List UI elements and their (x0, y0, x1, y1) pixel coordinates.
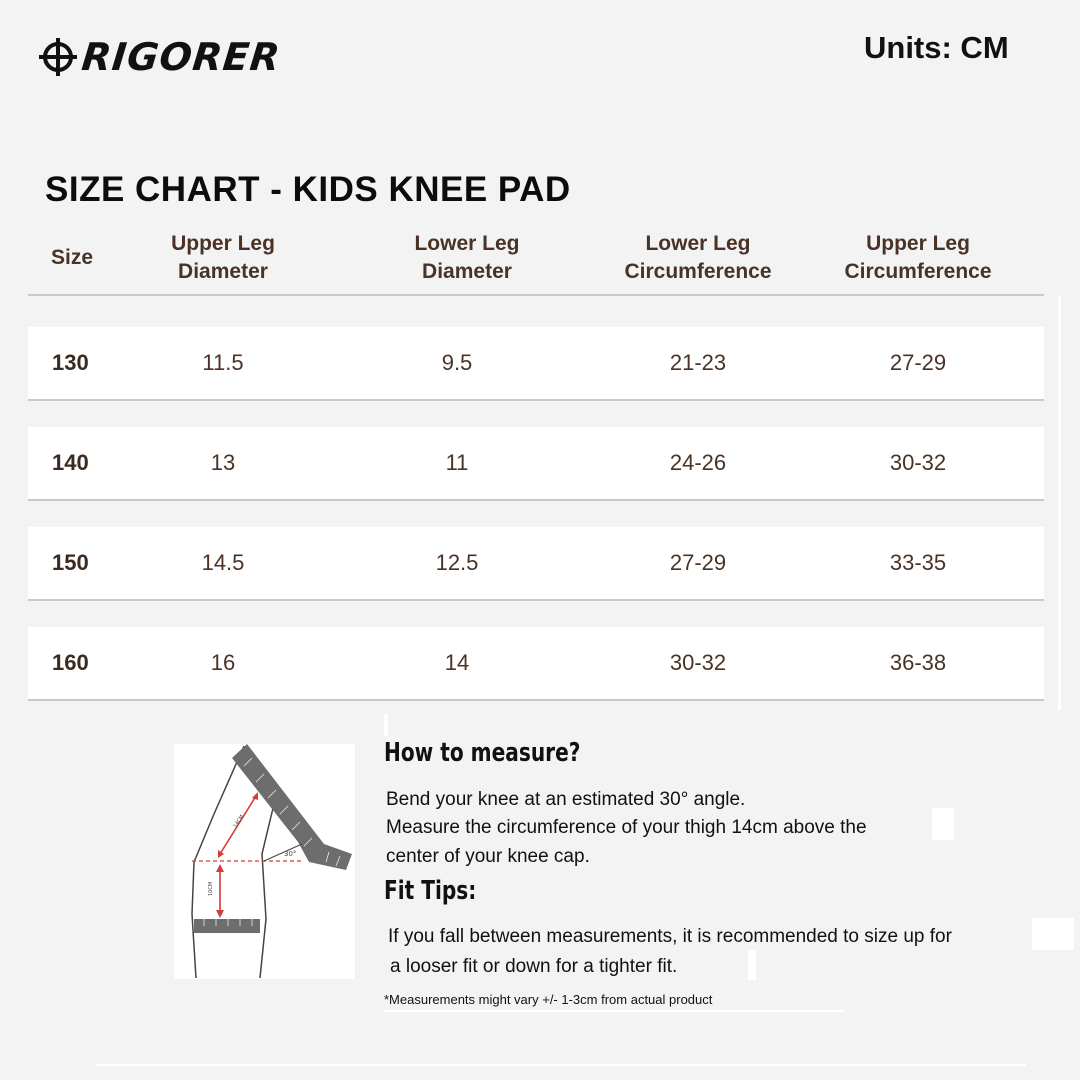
column-header-upper-leg-circumference: Upper Leg Circumference (844, 232, 992, 283)
table-row (28, 327, 1044, 401)
size-cell: 150 (52, 550, 89, 575)
lower-leg-circumference-cell: 30-32 (669, 650, 727, 675)
upper-leg-diameter-cell: 14.5 (201, 550, 245, 575)
page-title: SIZE CHART - KIDS KNEE PAD (45, 170, 571, 209)
upper-leg-diameter-cell: 11.5 (202, 350, 244, 375)
upper-leg-circumference-cell: 33-35 (889, 550, 947, 575)
divider (96, 1064, 1026, 1066)
knee-measure-diagram (174, 744, 355, 979)
upper-leg-circumference-cell: 30-32 (889, 450, 947, 475)
decor-tab (932, 808, 954, 840)
divider (384, 1010, 844, 1012)
lower-leg-circumference-cell: 21-23 (669, 350, 727, 375)
upper-leg-circumference-cell: 27-29 (889, 350, 947, 375)
lower-leg-diameter-cell: 9.5 (441, 350, 473, 375)
units-label: Units: CM (864, 30, 1009, 65)
lower-leg-diameter-cell: 14 (444, 650, 470, 675)
table-row (28, 527, 1044, 601)
brand-name: RIGORER (79, 35, 283, 79)
measure-line: Measure the circumference of your thigh 14cm above the (386, 817, 867, 838)
table-header (28, 228, 1044, 296)
upper-leg-circumference-cell: 36-38 (889, 650, 947, 675)
upper-leg-diameter-cell: 16 (210, 650, 236, 675)
column-header-lower-leg-diameter: Lower Leg Diameter (414, 232, 520, 283)
how-to-measure-heading: How to measure? (384, 738, 581, 768)
decor-tab (384, 714, 388, 736)
diagram-angle-label: 30° (284, 850, 297, 858)
size-cell: 160 (52, 650, 89, 675)
upper-leg-diameter-cell: 13 (210, 450, 236, 475)
measure-line: center of your knee cap. (386, 846, 590, 867)
lower-leg-diameter-cell: 12.5 (435, 550, 479, 575)
fit-line: If you fall between measurements, it is recommended to size up for (388, 926, 952, 947)
table-row (28, 427, 1044, 501)
lower-leg-circumference-cell: 24-26 (669, 450, 727, 475)
column-header-upper-leg-diameter: Upper Leg Diameter (171, 232, 275, 283)
table-edge-strip (1058, 296, 1061, 710)
lower-leg-circumference-cell: 27-29 (669, 550, 727, 575)
diagram-upper-label: 14CM (232, 813, 246, 830)
diagram-lower-label: 10CM (208, 881, 214, 896)
table-row (28, 627, 1044, 701)
size-cell: 140 (52, 450, 89, 475)
column-header-size: Size (50, 246, 94, 269)
fit-line: a looser fit or down for a tighter fit. (390, 956, 678, 977)
decor-tab (1032, 918, 1074, 950)
fit-tips-heading: Fit Tips: (384, 876, 477, 906)
measure-line: Bend your knee at an estimated 30° angle. (386, 789, 746, 810)
crosshair-icon (38, 36, 80, 78)
column-header-lower-leg-circumference: Lower Leg Circumference (624, 232, 772, 283)
brand-logo (38, 35, 283, 79)
disclaimer-note: *Measurements might vary +/- 1-3cm from actual product (384, 992, 713, 1007)
lower-leg-diameter-cell: 11 (445, 450, 469, 475)
size-cell: 130 (52, 350, 89, 375)
decor-tab (748, 950, 756, 980)
